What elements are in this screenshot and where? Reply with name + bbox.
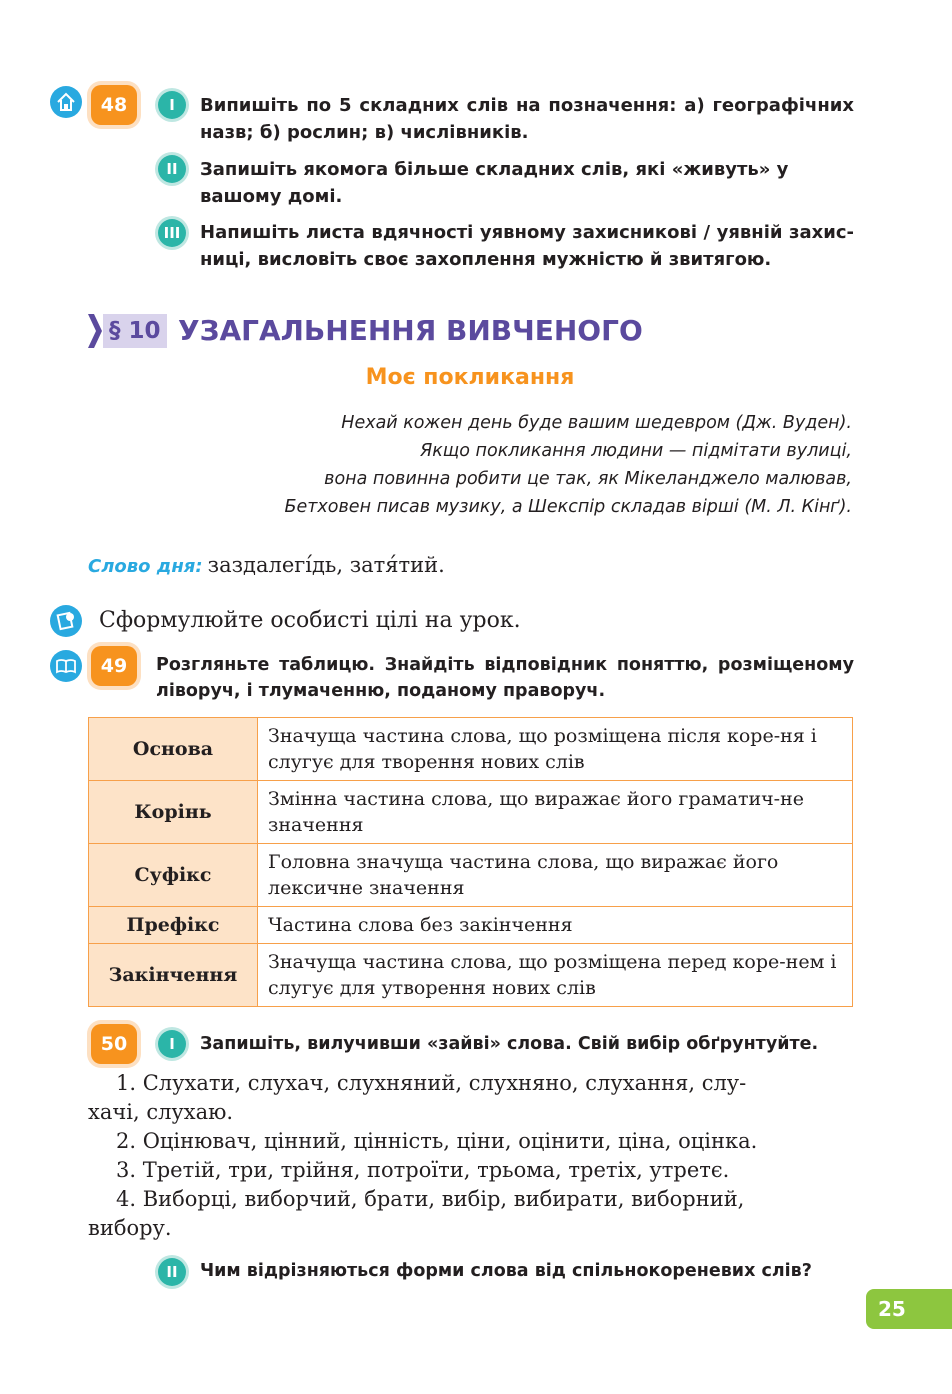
task48-item-2: Запишіть якомога більше складних слів, які «живуть» у вашому домі.	[200, 159, 789, 207]
table-row	[89, 718, 853, 781]
term-cell: Закінчення	[89, 944, 258, 1007]
section-subtitle: Моє покликання	[365, 365, 575, 390]
term-cell: Корінь	[89, 781, 258, 844]
section-title: УЗАГАЛЬНЕННЯ ВИВЧЕНОГО	[178, 314, 643, 347]
term-cell: Суфікс	[89, 844, 258, 907]
target-sheet-icon	[50, 605, 82, 637]
epigraph-line-1: Нехай кожен день буде вашим шедевром (Дж. Вуден).	[341, 413, 852, 433]
task49-text: Розгляньте таблицю. Знайдіть відповідник поняттю, розміщеному ліворуч, і тлумаченню, поданому праворуч.	[156, 655, 854, 701]
epigraph-line-4: Бетховен писав музику, а Шекспір складав вірші (М. Л. Кінґ).	[284, 497, 852, 517]
terms-table	[88, 717, 853, 1007]
task50-text-2: Чим відрізняються форми слова від спільнокореневих слів?	[200, 1261, 812, 1281]
task-number-50: 50	[91, 1024, 137, 1064]
definition-cell: Частина слова без закінчення	[258, 907, 853, 944]
task48-item-1: Випишіть по 5 складних слів на позначення: а) географічних назв; б) рослин; в) числівників.	[200, 95, 854, 143]
table-row	[89, 844, 853, 907]
definition-cell: Головна значуща частина слова, що виражає його лексичне значення	[258, 844, 853, 907]
definition-cell: Значуща частина слова, що розміщена після коре-ня і слугує для творення нових слів	[258, 718, 853, 781]
epigraph-line-3: вона повинна робити це так, як Мікеланджело малював,	[324, 469, 852, 489]
definition-cell: Значуща частина слова, що розміщена перед коре-нем і слугує для утворення нових слів	[258, 944, 853, 1007]
task48-item-3: Напишіть листа вдячності уявному захисникові / уявній захис-ниці, висловіть своє захоплення мужністю й звитягою.	[200, 222, 854, 270]
word-of-day	[88, 550, 445, 582]
level-badge-1: I	[158, 91, 186, 119]
section-arrow-icon	[88, 314, 102, 348]
term-cell: Основа	[89, 718, 258, 781]
exercise-line: 3. Третій, три, трійня, потроїти, трьома, третіх, утретє.	[116, 1158, 730, 1182]
task-number-48: 48	[91, 85, 137, 125]
exercise-line: 2. Оцінювач, цінний, цінність, ціни, оцінити, ціна, оцінка.	[116, 1129, 758, 1153]
definition-cell: Змінна частина слова, що виражає його граматич-не значення	[258, 781, 853, 844]
level-badge-2: II	[158, 1258, 186, 1286]
task50-text-1: Запишіть, вилучивши «зайві» слова. Свій вибір обґрунтуйте.	[200, 1034, 819, 1054]
level-badge-1: I	[158, 1030, 186, 1058]
epigraph-line-2: Якщо покликання людини — підмітати вулиці,	[420, 441, 852, 461]
exercise-line: хачі, слухаю.	[88, 1100, 234, 1124]
word-of-day-label: Слово дня:	[88, 556, 203, 577]
page-number: 25	[866, 1289, 952, 1329]
open-book-icon	[50, 650, 82, 682]
goals-text: Сформулюйте особисті цілі на урок.	[99, 608, 521, 633]
term-cell: Префікс	[89, 907, 258, 944]
table-row	[89, 907, 853, 944]
level-badge-2: II	[158, 155, 186, 183]
task-number-49: 49	[91, 646, 137, 686]
level-badge-3: III	[158, 219, 186, 247]
section-mark: § 10	[103, 314, 167, 348]
exercise-line: 1. Слухати, слухач, слухняний, слухняно, слухання, слу-	[116, 1071, 747, 1095]
table-row	[89, 781, 853, 844]
table-row	[89, 944, 853, 1007]
house-icon	[50, 86, 82, 118]
exercise-line: вибору.	[88, 1216, 172, 1240]
word-of-day-words: заздалегі́дь, затя́тий.	[207, 553, 445, 577]
exercise-line: 4. Виборці, виборчий, брати, вибір, вибирати, виборний,	[116, 1187, 745, 1211]
